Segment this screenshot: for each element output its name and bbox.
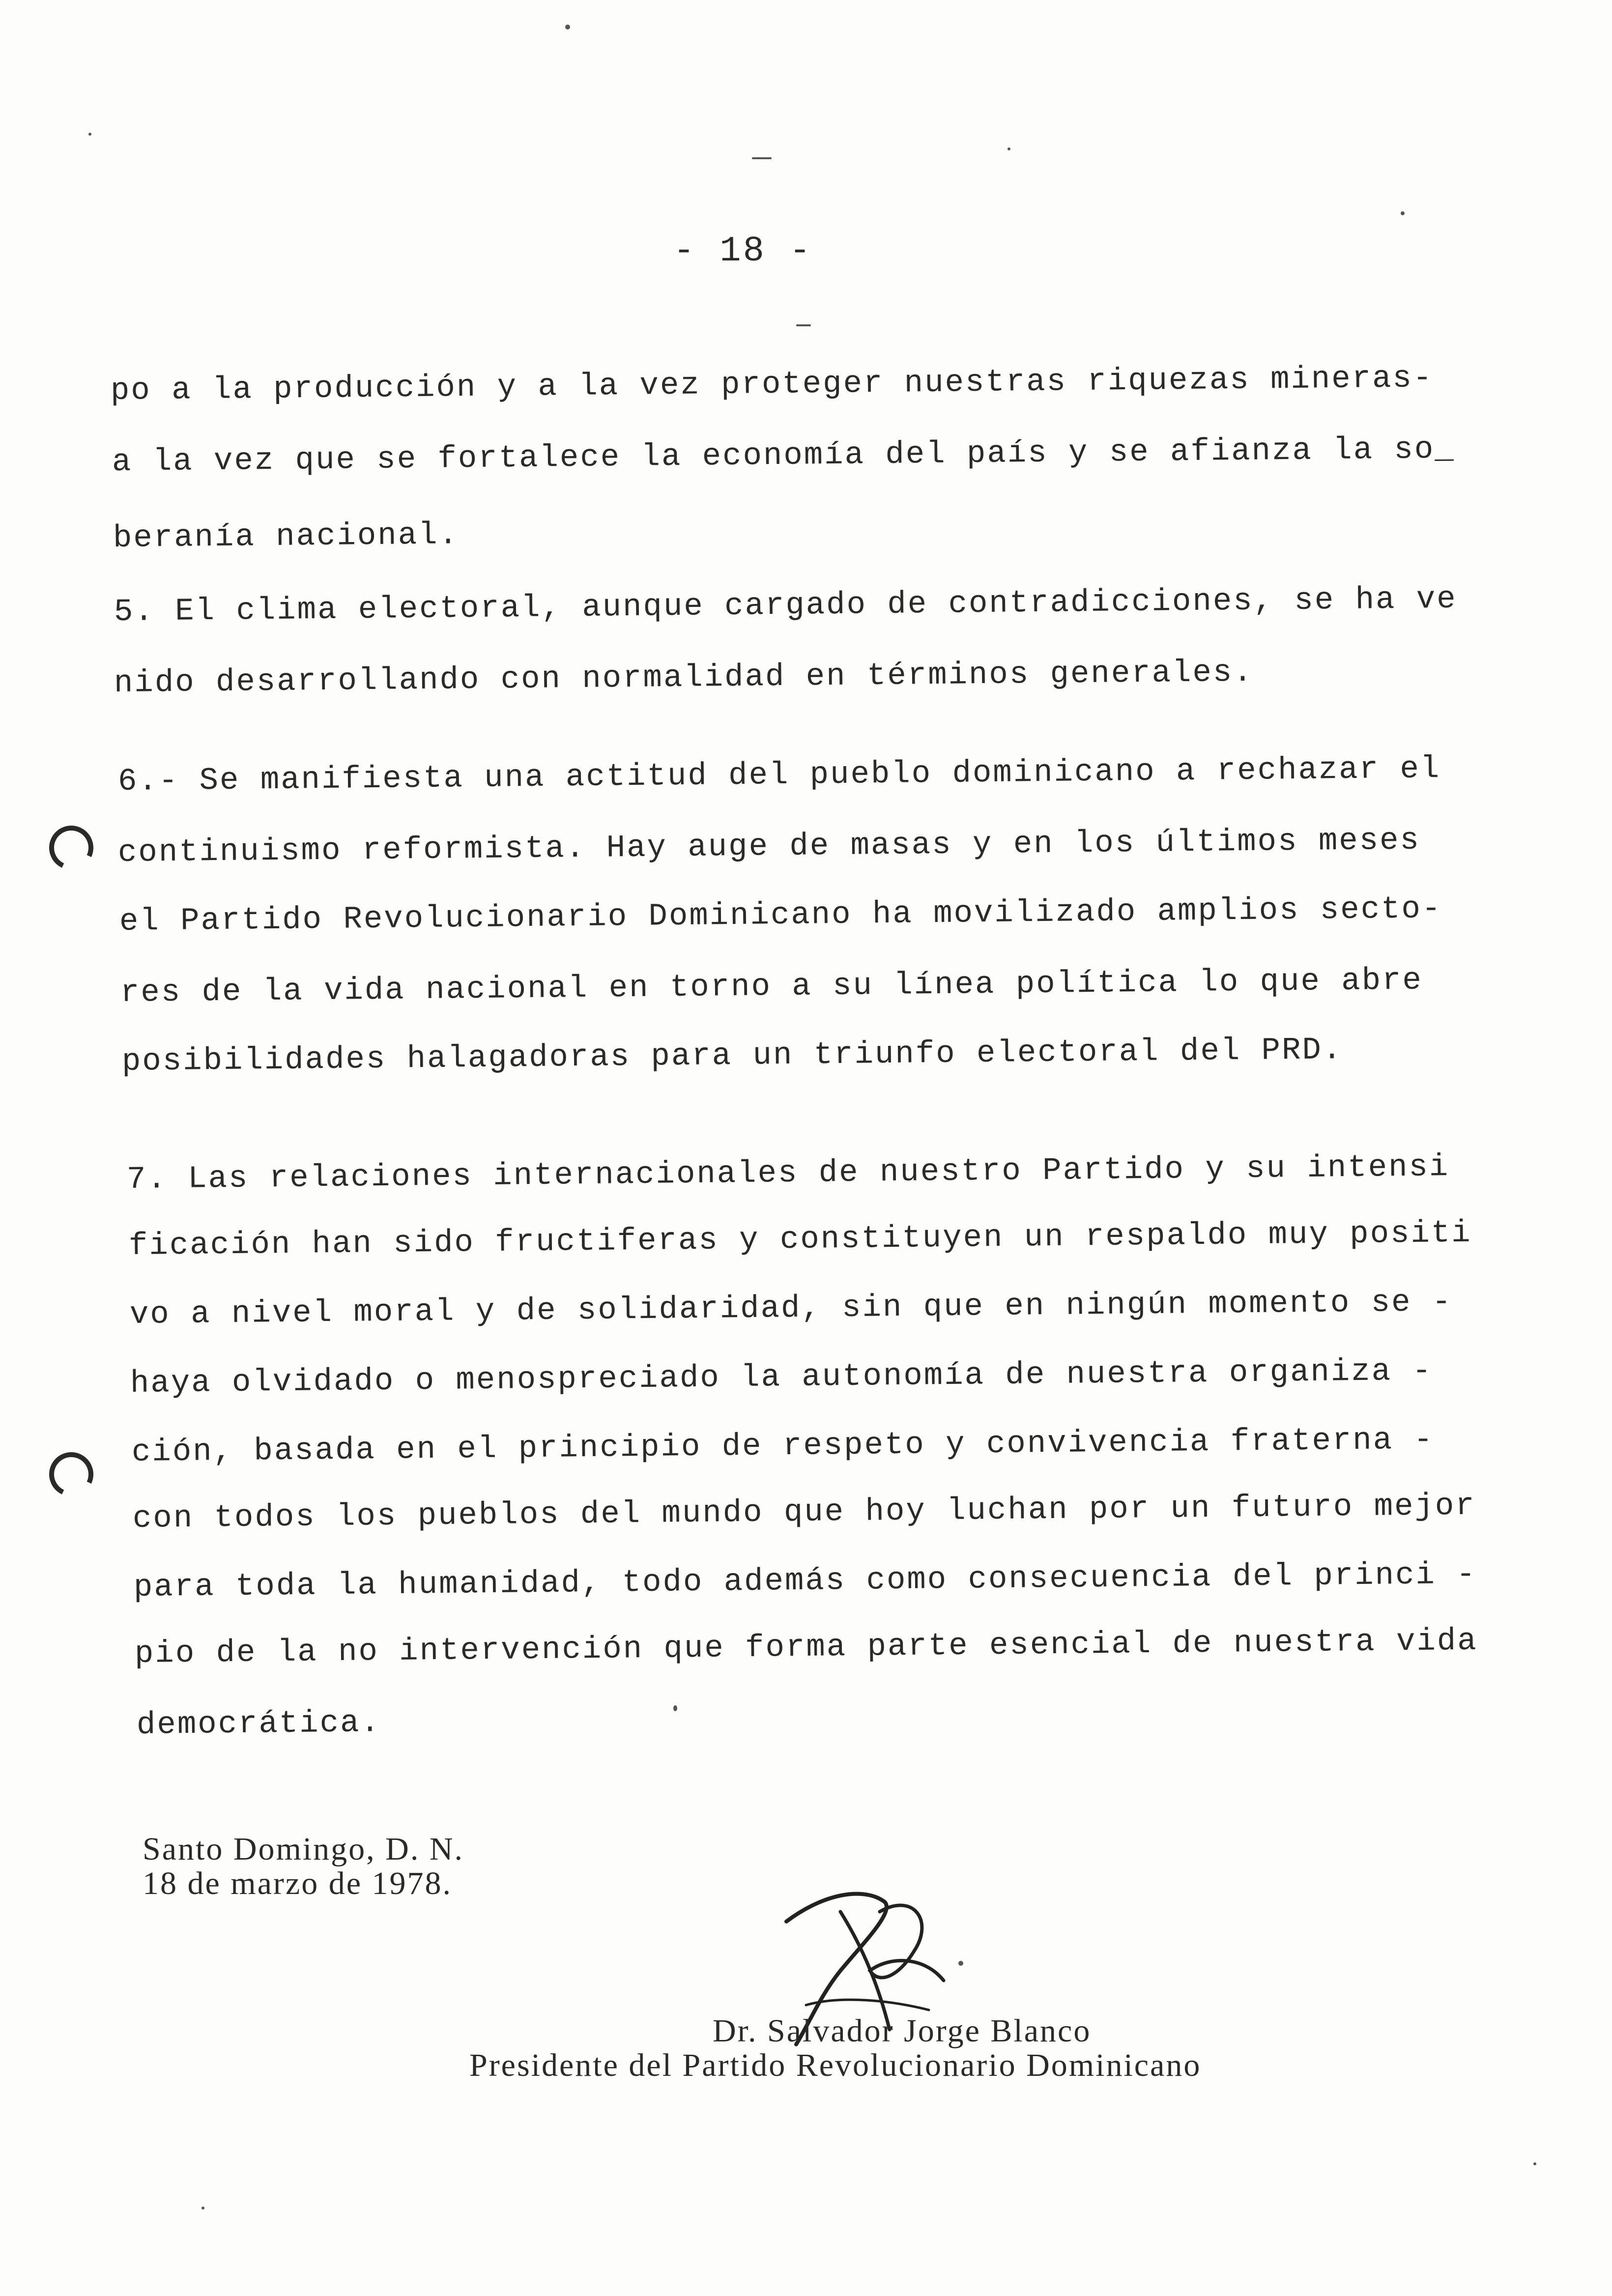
body-line: para toda la humanidad, todo además como consecuencia del princi - [133,1557,1477,1606]
body-line: vo a nivel moral y de solidaridad, sin que en ningún momento se - [129,1285,1453,1333]
scan-speck [752,157,772,159]
scan-speck [565,25,570,29]
body-line: ficación han sido fructiferas y constituyen un respaldo muy positi [128,1215,1472,1264]
body-line: res de la vida nacional en torno a su línea política lo que abre [120,963,1423,1011]
body-line: democrática. [136,1705,381,1743]
date: 18 de marzo de 1978. [143,1866,452,1901]
place: Santo Domingo, D. N. [143,1831,464,1867]
body-line: po a la producción y a la vez proteger nuestras riquezas mineras- [110,361,1434,409]
scan-speck [1533,2162,1536,2165]
body-line: 6.- Se manifiesta una actitud del pueblo dominicano a rechazar el [117,751,1441,800]
scan-speck [1401,211,1405,215]
body-line: haya olvidado o menospreciado la autonomía de nuestra organiza - [130,1353,1433,1402]
scan-speck [796,324,811,326]
signatory-title: Presidente del Partido Revolucionario Dominicano [469,2047,1202,2083]
body-line: el Partido Revolucionario Dominicano ha movilizado amplios secto- [119,891,1442,940]
punch-hole-lower [43,1446,99,1502]
body-line: pio de la no intervención que forma parte esencial de nuestra vida [134,1623,1478,1672]
body-line: beranía nacional. [113,517,460,556]
body-line: ción, basada en el principio de respeto y convivencia fraterna - [131,1422,1435,1470]
scan-speck [202,2207,204,2210]
body-line: continuismo reformista. Hay auge de masas y en los últimos meses [117,823,1421,871]
body-line: nido desarrollando con normalidad en términos generales. [114,655,1254,701]
scan-speck [88,133,91,136]
scan-speck [673,1705,677,1711]
body-line: 5. El clima electoral, aunque cargado de contradicciones, se ha ve [114,581,1458,630]
body-line: a la vez que se fortalece la economía del país y se afianza la so_ [112,431,1456,480]
signatory-name: Dr. Salvador Jorge Blanco [713,2013,1092,2049]
body-line: con todos los pueblos del mundo que hoy luchan por un futuro mejor [132,1488,1476,1537]
page-number: - 18 - [673,231,813,271]
body-line: 7. Las relaciones internacionales de nuestro Partido y su intensi [126,1149,1450,1198]
body-line: posibilidades halagadoras para un triunfo electoral del PRD. [121,1033,1343,1080]
scan-speck [1008,147,1010,150]
punch-hole-upper [43,819,99,876]
